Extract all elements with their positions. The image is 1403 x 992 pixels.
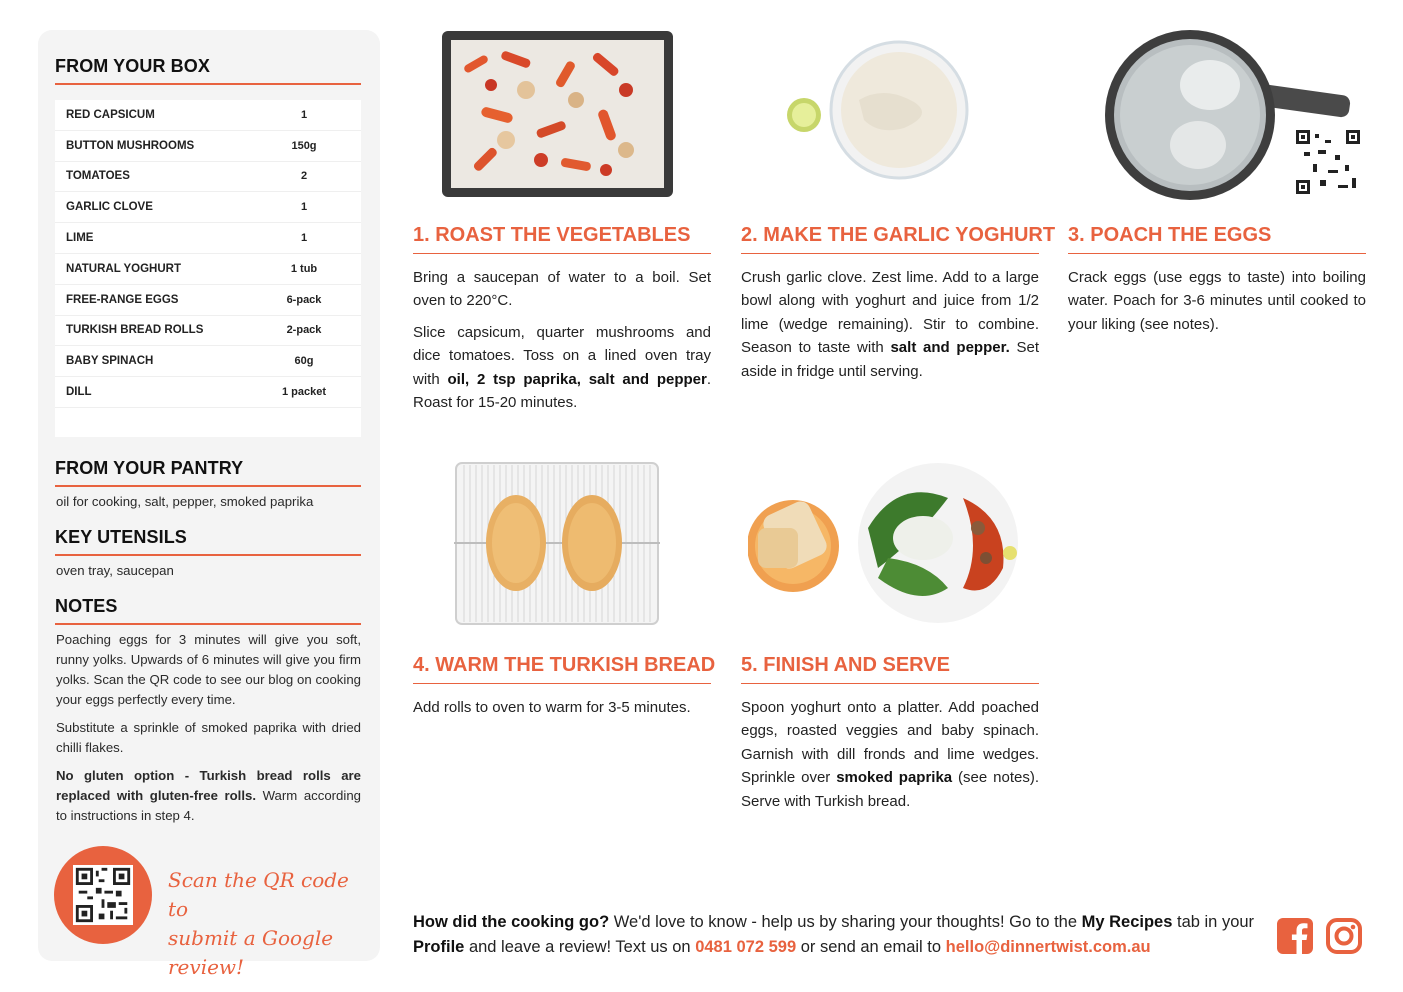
instagram-icon[interactable] bbox=[1325, 917, 1363, 955]
ingredient-row bbox=[55, 285, 361, 316]
ingredient-name: NATURAL YOGHURT bbox=[66, 262, 181, 275]
review-line: Scan the QR code to bbox=[168, 868, 349, 921]
my-recipes-link[interactable]: My Recipes bbox=[1081, 913, 1173, 931]
step-paragraph bbox=[413, 321, 711, 415]
ingredient-row bbox=[55, 131, 361, 162]
utensils-heading: KEY UTENSILS bbox=[55, 527, 361, 556]
step-2-title: 2. MAKE THE GARLIC YOGHURT bbox=[741, 224, 1039, 254]
facebook-icon[interactable] bbox=[1276, 917, 1314, 955]
from-your-box-heading: FROM YOUR BOX bbox=[55, 56, 361, 85]
pantry-text: oil for cooking, salt, pepper, smoked paprika bbox=[56, 494, 314, 509]
step-text: (see notes). Serve with Turkish bread. bbox=[741, 769, 1039, 810]
step-paragraph bbox=[741, 266, 1039, 383]
review-line: submit a Google review! bbox=[168, 926, 334, 979]
step-bold: oil, 2 tsp paprika, salt and pepper bbox=[447, 370, 707, 388]
ingredient-row bbox=[55, 192, 361, 223]
ingredient-quantity: 2-pack bbox=[286, 324, 322, 337]
ingredient-quantity: 6-pack bbox=[286, 293, 322, 306]
step-text: Spoon yoghurt onto a platter. Add poached eggs, roasted veggies and baby spinach. Garnish with dill fronds and lime wedges. Sprinkle over bbox=[741, 699, 1039, 787]
turkish-bread-rolls-image bbox=[454, 461, 660, 626]
step-1-title: 1. ROAST THE VEGETABLES bbox=[413, 224, 711, 254]
ingredient-quantity: 150g bbox=[291, 139, 317, 152]
notes-heading: NOTES bbox=[55, 596, 361, 625]
step-4-instructions bbox=[413, 696, 711, 727]
notes-text bbox=[56, 630, 361, 834]
ingredient-name: RED CAPSICUM bbox=[66, 108, 155, 121]
step-2-instructions bbox=[741, 266, 1039, 391]
footer-text: and leave a review! Text us on bbox=[464, 938, 696, 956]
step-paragraph bbox=[741, 696, 1039, 813]
note-paragraph: Poaching eggs for 3 minutes will give you soft, runny yolks. Upwards of 6 minutes will give you firm yolks. Scan the QR code to see our blog on cooking your eggs perfectly every time. bbox=[56, 632, 361, 707]
step-1-instructions bbox=[413, 266, 711, 422]
note-paragraph bbox=[56, 766, 361, 826]
ingredient-name: TURKISH BREAD ROLLS bbox=[66, 324, 204, 337]
ingredient-name: TOMATOES bbox=[66, 170, 130, 183]
review-prompt bbox=[168, 866, 368, 982]
ingredient-name: BABY SPINACH bbox=[66, 355, 154, 368]
ingredient-row bbox=[55, 100, 361, 131]
step-5-title: 5. FINISH AND SERVE bbox=[741, 654, 1039, 684]
ingredient-name: FREE-RANGE EGGS bbox=[66, 293, 179, 306]
step-3-instructions bbox=[1068, 266, 1366, 344]
poaching-eggs-saucepan-image bbox=[1100, 30, 1365, 200]
footer-text: We'd love to know - help us by sharing your thoughts! Go to the bbox=[609, 913, 1082, 931]
step-text: Crush garlic clove. Zest lime. Add to a large bowl along with yoghurt and juice from 1/2 lime (wedge remaining). Stir to combine. Season to taste with bbox=[741, 269, 1039, 357]
step-bold: salt and pepper. bbox=[890, 339, 1010, 357]
phone-link[interactable]: 0481 072 599 bbox=[695, 938, 797, 956]
ingredients-table bbox=[55, 100, 361, 437]
ingredient-quantity: 1 bbox=[300, 201, 308, 214]
step-5-instructions bbox=[741, 696, 1039, 821]
pantry-heading: FROM YOUR PANTRY bbox=[55, 458, 361, 487]
ingredient-row bbox=[55, 223, 361, 254]
email-link[interactable]: hello@dinnertwist.com.au bbox=[945, 938, 1151, 956]
ingredient-quantity: 1 tub bbox=[290, 262, 318, 275]
ingredient-name: LIME bbox=[66, 232, 94, 245]
ingredient-quantity: 1 bbox=[300, 108, 308, 121]
note-paragraph: Substitute a sprinkle of smoked paprika with dried chilli flakes. bbox=[56, 720, 361, 755]
roasted-vegetables-tray-image bbox=[441, 30, 674, 198]
step-4-title: 4. WARM THE TURKISH BREAD bbox=[413, 654, 711, 684]
ingredient-name: BUTTON MUSHROOMS bbox=[66, 139, 195, 152]
feedback-footer bbox=[413, 910, 1263, 960]
ingredient-row bbox=[55, 254, 361, 285]
ingredient-quantity: 1 packet bbox=[281, 386, 327, 399]
garlic-yoghurt-bowl-image bbox=[784, 40, 970, 185]
ingredient-quantity: 1 bbox=[300, 232, 308, 245]
step-paragraph: Add rolls to oven to warm for 3-5 minutes. bbox=[413, 699, 691, 716]
step-text: Slice capsicum, quarter mushrooms and dice tomatoes. Toss on a lined oven tray with bbox=[413, 323, 711, 388]
note-rest: Warm according to instructions in step 4. bbox=[56, 788, 361, 823]
review-qr-code[interactable] bbox=[54, 846, 152, 944]
ingredient-name: DILL bbox=[66, 386, 92, 399]
ingredient-row bbox=[55, 162, 361, 193]
ingredient-quantity: 2 bbox=[300, 170, 308, 183]
ingredient-row bbox=[55, 346, 361, 377]
step-bold: smoked paprika bbox=[836, 769, 953, 787]
step-3-title: 3. POACH THE EGGS bbox=[1068, 224, 1366, 254]
step-paragraph: Crack eggs (use eggs to taste) into boiling water. Poach for 3-6 minutes until cooked to your liking (see notes). bbox=[1068, 269, 1366, 333]
profile-link[interactable]: Profile bbox=[413, 938, 465, 956]
footer-text: or send an email to bbox=[796, 938, 946, 956]
step-text: Set aside in fridge until serving. bbox=[741, 339, 1040, 380]
note-bold: No gluten option - Turkish bread rolls are replaced with gluten-free rolls. bbox=[56, 768, 361, 803]
utensils-text: oven tray, saucepan bbox=[56, 563, 174, 578]
footer-text: tab in your bbox=[1172, 913, 1255, 931]
finished-dish-platter-image bbox=[748, 458, 1024, 628]
ingredient-row bbox=[55, 377, 361, 408]
ingredient-name: GARLIC CLOVE bbox=[66, 201, 153, 214]
qr-code-icon bbox=[73, 865, 133, 925]
step-text: . Roast for 15-20 minutes. bbox=[413, 370, 712, 412]
step-paragraph: Bring a saucepan of water to a boil. Set oven to 220°C. bbox=[413, 269, 711, 310]
ingredient-quantity: 60g bbox=[294, 355, 314, 368]
feedback-question: How did the cooking go? bbox=[413, 913, 610, 931]
ingredients-panel bbox=[38, 30, 380, 979]
ingredient-row bbox=[55, 316, 361, 347]
